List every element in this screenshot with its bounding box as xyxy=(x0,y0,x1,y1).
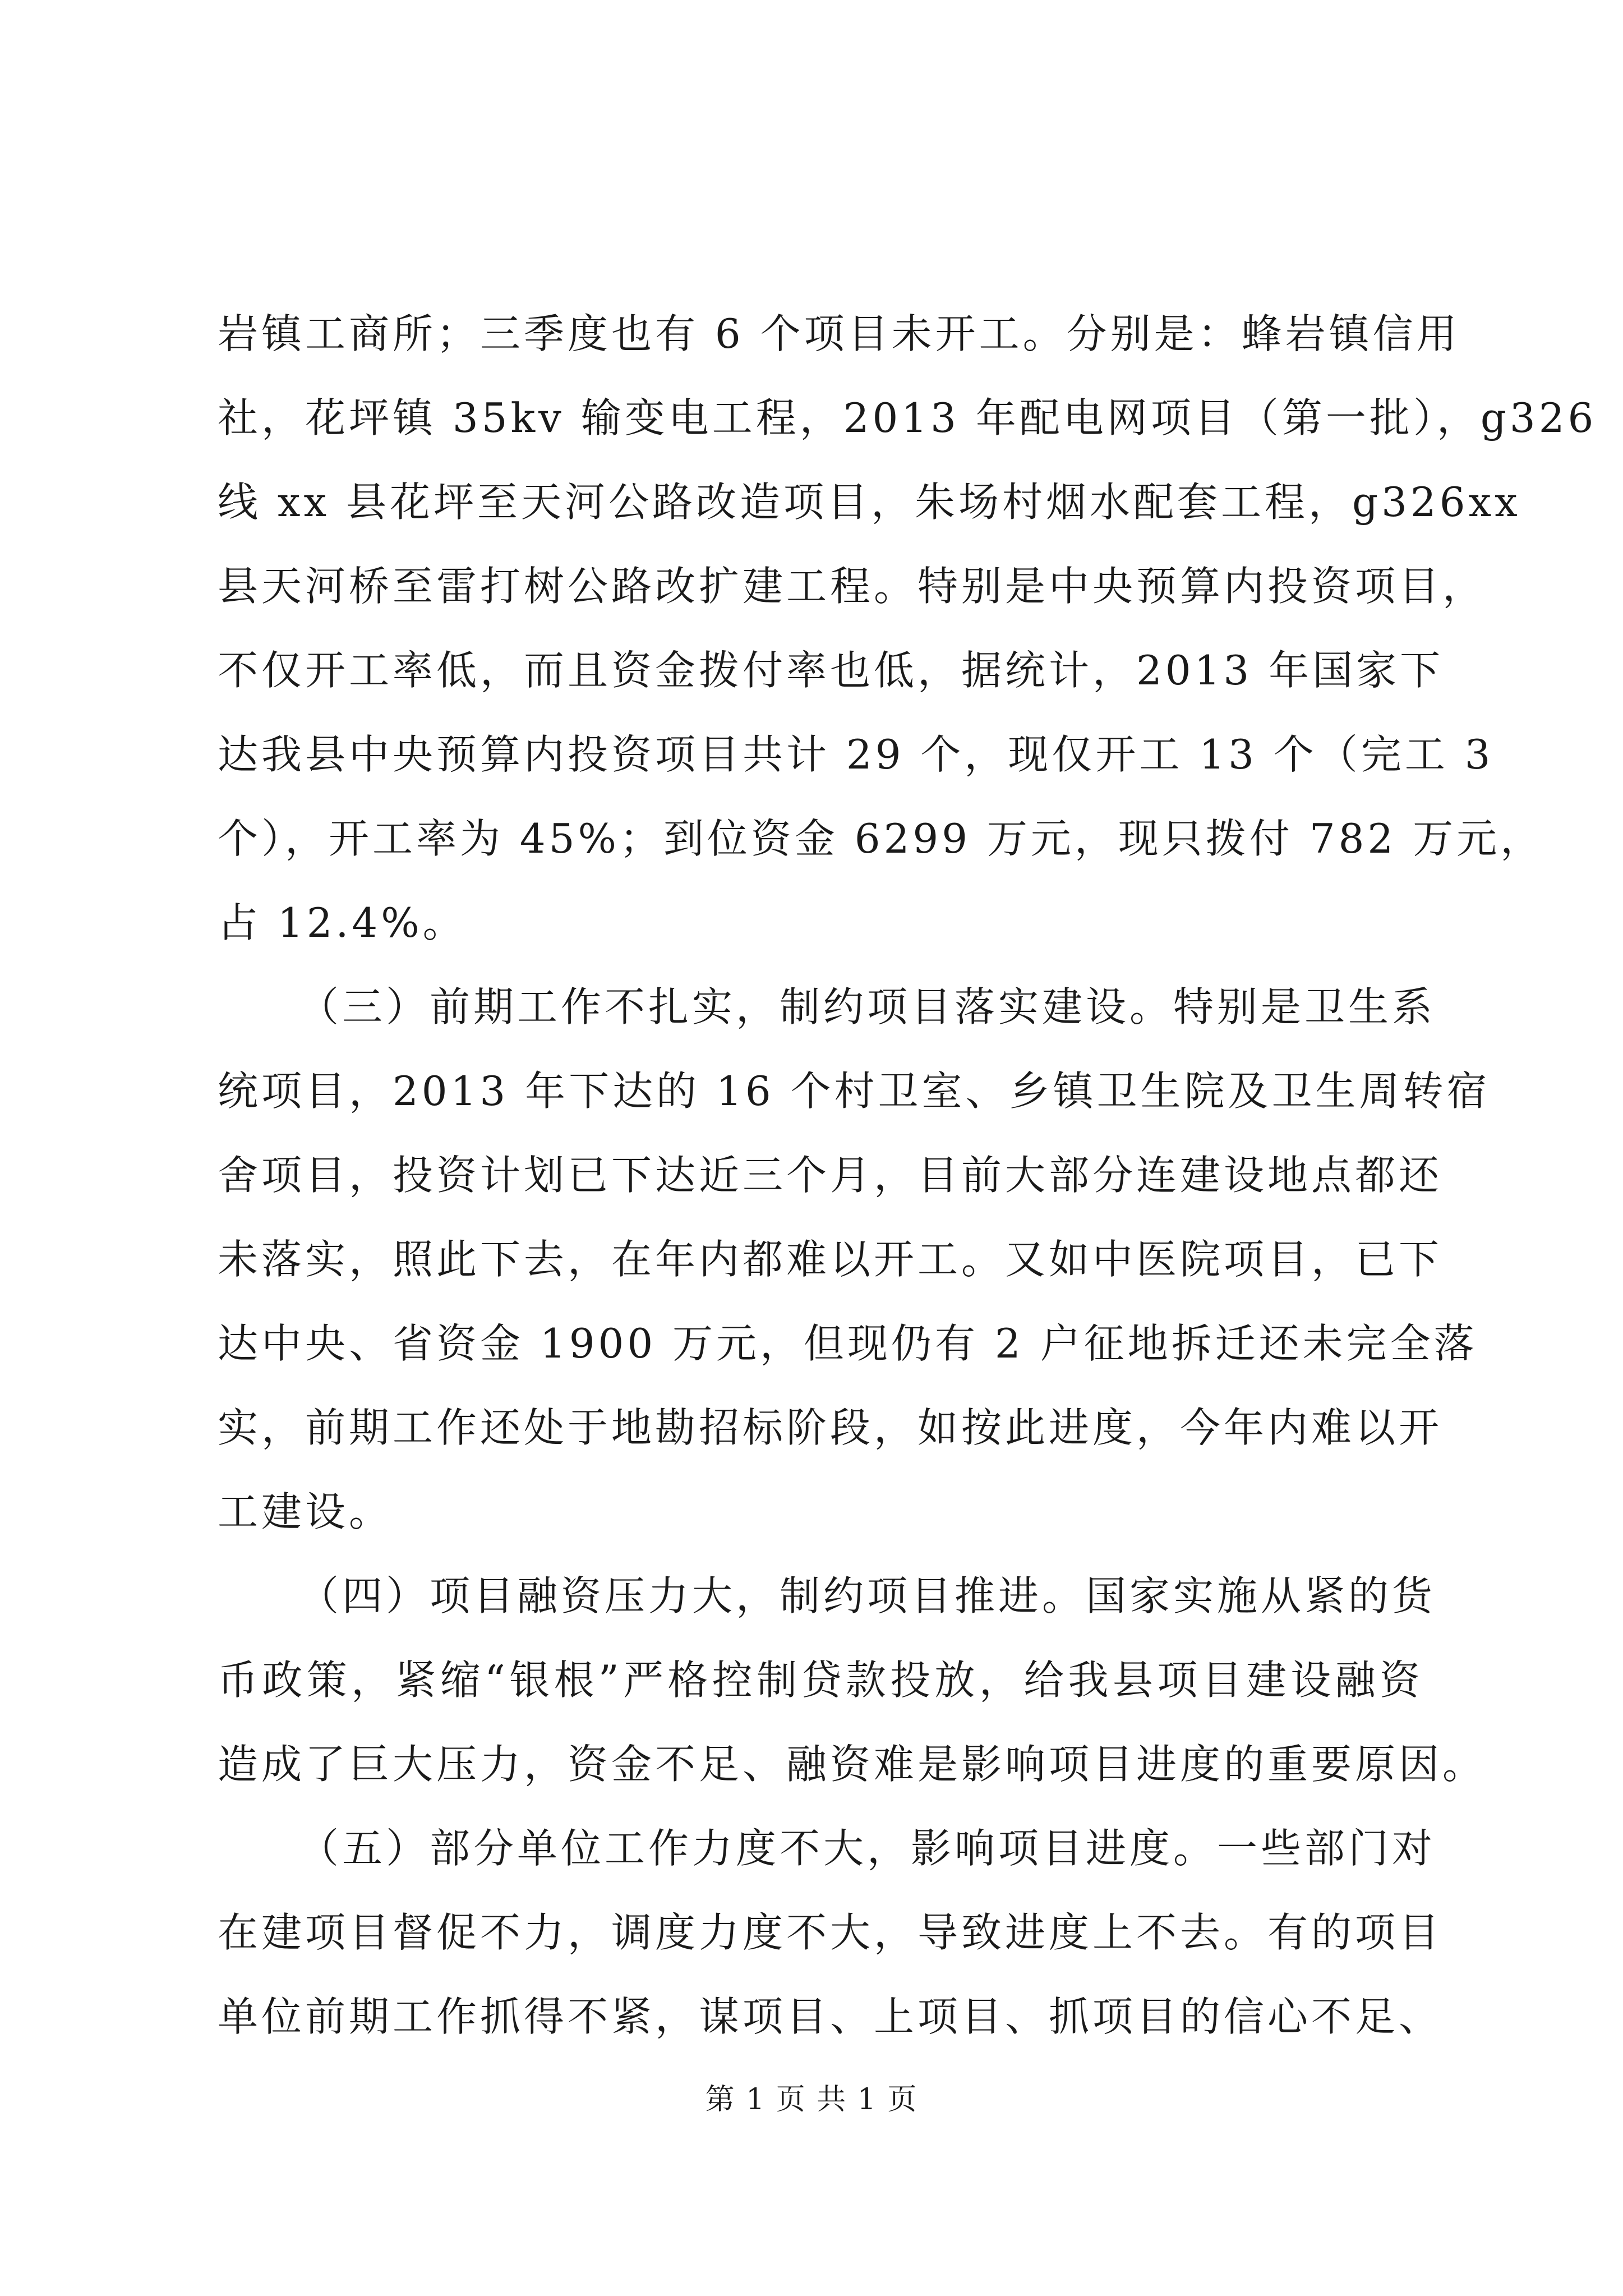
paragraph-4 xyxy=(218,1806,1443,2059)
paragraph-line: 未落实，照此下去，在年内都难以开工。又如中医院项目，已下 xyxy=(218,1236,1443,1283)
paragraph-line: （四）项目融资压力大，制约项目推进。国家实施从紧的货 xyxy=(298,1572,1436,1619)
paragraph-line: 统项目，2013 年下达的 16 个村卫室、乡镇卫生院及卫生周转宿 xyxy=(218,1068,1491,1115)
paragraph-line: （三）前期工作不扎实，制约项目落实建设。特别是卫生系 xyxy=(298,983,1436,1030)
paragraph-line: 工建设。 xyxy=(218,1488,393,1535)
paragraph-line: 在建项目督促不力，调度力度不大，导致进度上不去。有的项目 xyxy=(218,1909,1443,1956)
paragraph-line: 单位前期工作抓得不紧，谋项目、上项目、抓项目的信心不足、 xyxy=(218,1993,1443,2040)
paragraph-line: 达我县中央预算内投资项目共计 29 个，现仅开工 13 个（完工 3 xyxy=(218,731,1494,778)
paragraph-line: 岩镇工商所；三季度也有 6 个项目未开工。分别是：蜂岩镇信用 xyxy=(218,310,1460,357)
paragraph-line: 达中央、省资金 1900 万元，但现仍有 2 户征地拆迁还未完全落 xyxy=(218,1320,1478,1367)
page-footer: 第 1 页 共 1 页 xyxy=(705,2083,918,2116)
paragraph-line: 舍项目，投资计划已下达近三个月，目前大部分连建设地点都还 xyxy=(218,1152,1443,1199)
body-text xyxy=(218,292,1597,2059)
paragraph-1 xyxy=(218,292,1597,965)
paragraph-line: 实，前期工作还处于地勘招标阶段，如按此进度，今年内难以开 xyxy=(218,1404,1443,1451)
paragraph-line: 个），开工率为 45%；到位资金 6299 万元，现只拨付 782 万元， xyxy=(218,815,1544,862)
paragraph-line: 占 12.4%。 xyxy=(218,899,467,946)
paragraph-line: 造成了巨大压力，资金不足、融资难是影响项目进度的重要原因。 xyxy=(218,1741,1487,1788)
paragraph-line: 币政策，紧缩“银根”严格控制贷款投放，给我县项目建设融资 xyxy=(218,1657,1423,1704)
paragraph-line: 线 xx 县花坪至天河公路改造项目，朱场村烟水配套工程，g326xx xyxy=(218,478,1521,526)
paragraph-2 xyxy=(218,965,1491,1554)
paragraph-line: （五）部分单位工作力度不大，影响项目进度。一些部门对 xyxy=(298,1825,1436,1872)
paragraph-line: 不仅开工率低，而且资金拨付率也低，据统计，2013 年国家下 xyxy=(218,647,1444,694)
paragraph-line: 县天河桥至雷打树公路改扩建工程。特别是中央预算内投资项目， xyxy=(218,563,1487,610)
paragraph-3 xyxy=(218,1554,1487,1806)
paragraph-line: 社，花坪镇 35kv 输变电工程，2013 年配电网项目（第一批），g326 xyxy=(218,394,1597,441)
